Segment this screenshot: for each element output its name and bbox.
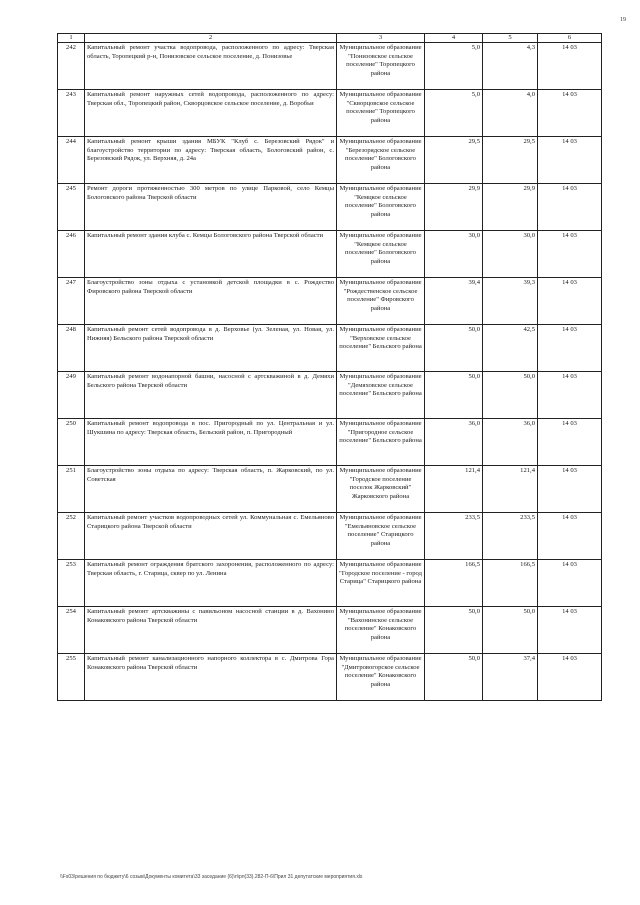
project-description: Ремонт дороги протяженностью 300 метров по улице Парковой, село Кемцы Бологовского района Тверской области bbox=[85, 184, 337, 231]
municipality: Муниципальное образование "Вахонинское сельское поселение" Конаковского района bbox=[337, 607, 425, 654]
amount-col5: 50,0 bbox=[483, 372, 538, 419]
amount-col4: 121,4 bbox=[425, 466, 483, 513]
amount-col5: 30,0 bbox=[483, 231, 538, 278]
budget-code: 14 03 bbox=[538, 372, 602, 419]
amount-col4: 29,9 bbox=[425, 184, 483, 231]
budget-code: 14 03 bbox=[538, 90, 602, 137]
municipality: Муниципальное образование "Скворцовское сельское поселение" Торопецкого района bbox=[337, 90, 425, 137]
budget-code: 14 03 bbox=[538, 184, 602, 231]
project-description: Капитальный ремонт канализационного напорного коллектора в с. Дмитрова Гора Конаковского района Тверской области bbox=[85, 654, 337, 701]
page-number: 19 bbox=[620, 17, 626, 23]
amount-col4: 233,5 bbox=[425, 513, 483, 560]
row-number: 255 bbox=[58, 654, 85, 701]
file-path-footer: \\Fs03\решения по бюджету\6 созыв\Документы комитета\33 заседание (6)\п\рп(33).282-П-6\Прил 31 депутатские мероприятия.xls bbox=[60, 874, 363, 880]
project-description: Капитальный ремонт водопровода в пос. Пригородный по ул. Центральная и ул. Шукшина по адресу: Тверская область, Бельский район, п. Пригородный bbox=[85, 419, 337, 466]
amount-col4: 50,0 bbox=[425, 372, 483, 419]
municipality: Муниципальное образование "Городское поселение поселок Жарковский" Жарковского района bbox=[337, 466, 425, 513]
amount-col4: 30,0 bbox=[425, 231, 483, 278]
project-description: Капитальный ремонт водонапорной башни, насосной с артскважиной в д. Демяхи Бельского района Тверской области bbox=[85, 372, 337, 419]
amount-col4: 166,5 bbox=[425, 560, 483, 607]
amount-col5: 233,5 bbox=[483, 513, 538, 560]
row-number: 243 bbox=[58, 90, 85, 137]
amount-col5: 36,0 bbox=[483, 419, 538, 466]
project-description: Капитальный ремонт здания клуба с. Кемцы Бологовского района Тверской области bbox=[85, 231, 337, 278]
municipality: Муниципальное образование "Понизовское сельское поселение" Торопецкого района bbox=[337, 43, 425, 90]
table-row bbox=[58, 419, 602, 466]
project-description: Благоустройство зоны отдыха по адресу: Тверская область, п. Жарковский, по ул. Советская bbox=[85, 466, 337, 513]
row-number: 242 bbox=[58, 43, 85, 90]
budget-code: 14 03 bbox=[538, 231, 602, 278]
amount-col4: 50,0 bbox=[425, 607, 483, 654]
column-header: 3 bbox=[337, 34, 425, 43]
budget-table bbox=[57, 33, 602, 701]
row-number: 246 bbox=[58, 231, 85, 278]
amount-col5: 50,0 bbox=[483, 607, 538, 654]
table-row bbox=[58, 90, 602, 137]
table-row bbox=[58, 43, 602, 90]
project-description: Капитальный ремонт участка водопровода, расположенного по адресу: Тверская область, Торопецкий р-н, Понизовское сельское поселение, д. Понизовье bbox=[85, 43, 337, 90]
row-number: 251 bbox=[58, 466, 85, 513]
amount-col5: 121,4 bbox=[483, 466, 538, 513]
amount-col5: 166,5 bbox=[483, 560, 538, 607]
budget-code: 14 03 bbox=[538, 137, 602, 184]
amount-col5: 4,0 bbox=[483, 90, 538, 137]
row-number: 252 bbox=[58, 513, 85, 560]
budget-code: 14 03 bbox=[538, 654, 602, 701]
table-row bbox=[58, 607, 602, 654]
amount-col4: 39,4 bbox=[425, 278, 483, 325]
table-row bbox=[58, 278, 602, 325]
amount-col4: 29,5 bbox=[425, 137, 483, 184]
row-number: 249 bbox=[58, 372, 85, 419]
budget-code: 14 03 bbox=[538, 466, 602, 513]
table-row bbox=[58, 184, 602, 231]
row-number: 244 bbox=[58, 137, 85, 184]
budget-code: 14 03 bbox=[538, 419, 602, 466]
table-row bbox=[58, 137, 602, 184]
row-number: 253 bbox=[58, 560, 85, 607]
amount-col5: 4,3 bbox=[483, 43, 538, 90]
municipality: Муниципальное образование "Емельяновское сельское поселение" Старицкого района bbox=[337, 513, 425, 560]
table-row bbox=[58, 513, 602, 560]
column-header: 6 bbox=[538, 34, 602, 43]
budget-code: 14 03 bbox=[538, 43, 602, 90]
amount-col4: 36,0 bbox=[425, 419, 483, 466]
row-number: 254 bbox=[58, 607, 85, 654]
column-header: 1 bbox=[58, 34, 85, 43]
budget-code: 14 03 bbox=[538, 278, 602, 325]
amount-col5: 39,3 bbox=[483, 278, 538, 325]
municipality: Муниципальное образование "Рождественское сельское поселение" Фировского района bbox=[337, 278, 425, 325]
amount-col5: 29,5 bbox=[483, 137, 538, 184]
budget-code: 14 03 bbox=[538, 560, 602, 607]
amount-col4: 5,0 bbox=[425, 90, 483, 137]
amount-col4: 50,0 bbox=[425, 654, 483, 701]
project-description: Капитальный ремонт участков водопроводных сетей ул. Коммунальная с. Емельяново Старицкого района Тверской области bbox=[85, 513, 337, 560]
row-number: 247 bbox=[58, 278, 85, 325]
table-row bbox=[58, 654, 602, 701]
budget-code: 14 03 bbox=[538, 513, 602, 560]
budget-code: 14 03 bbox=[538, 607, 602, 654]
row-number: 248 bbox=[58, 325, 85, 372]
column-header: 5 bbox=[483, 34, 538, 43]
table-row bbox=[58, 325, 602, 372]
amount-col4: 50,0 bbox=[425, 325, 483, 372]
row-number: 245 bbox=[58, 184, 85, 231]
project-description: Капитальный ремонт сетей водопровода в д. Верховье (ул. Зеленая, ул. Новая, ул. Нижняя) Бельского района Тверской области bbox=[85, 325, 337, 372]
project-description: Капитальный ремонт крыши здания МБУК "Клуб с. Березовский Рядок" и благоустройство территории по адресу: Тверская область, Бологовский район, с. Березовский Рядок, ул. Верхняя, д. 24а bbox=[85, 137, 337, 184]
municipality: Муниципальное образование "Пригородное сельское поселение" Бельского района bbox=[337, 419, 425, 466]
table-header-row bbox=[58, 34, 602, 43]
budget-code: 14 03 bbox=[538, 325, 602, 372]
table-row bbox=[58, 560, 602, 607]
column-header: 2 bbox=[85, 34, 337, 43]
municipality: Муниципальное образование "Дмитровогорское сельское поселение" Конаковского района bbox=[337, 654, 425, 701]
municipality: Муниципальное образование "Демяховское сельское поселение" Бельского района bbox=[337, 372, 425, 419]
municipality: Муниципальное образование "Верховское сельское поселение" Бельского района bbox=[337, 325, 425, 372]
municipality: Муниципальное образование "Городское поселение - город Старица" Старицкого района bbox=[337, 560, 425, 607]
amount-col5: 42,5 bbox=[483, 325, 538, 372]
municipality: Муниципальное образование "Кемцкое сельское поселение" Бологовского района bbox=[337, 184, 425, 231]
row-number: 250 bbox=[58, 419, 85, 466]
table-row bbox=[58, 466, 602, 513]
amount-col5: 37,4 bbox=[483, 654, 538, 701]
amount-col4: 5,0 bbox=[425, 43, 483, 90]
municipality: Муниципальное образование "Кемцкое сельское поселение" Бологовского района bbox=[337, 231, 425, 278]
amount-col5: 29,9 bbox=[483, 184, 538, 231]
project-description: Капитальный ремонт ограждения братского захоронения, расположенного по адресу: Тверская область, г. Старица, сквер по ул. Ленина bbox=[85, 560, 337, 607]
table-row bbox=[58, 372, 602, 419]
column-header: 4 bbox=[425, 34, 483, 43]
table-row bbox=[58, 231, 602, 278]
project-description: Капитальный ремонт артскважины с павильоном насосной станции в д. Вахонино Конаковского района Тверской области bbox=[85, 607, 337, 654]
project-description: Капитальный ремонт наружных сетей водопровода, расположенного по адресу: Тверская обл., Торопецкий район, Скворцовское сельское поселение, д. Воробьи bbox=[85, 90, 337, 137]
municipality: Муниципальное образование "Березорядское сельское поселение" Бологовского района bbox=[337, 137, 425, 184]
project-description: Благоустройство зоны отдыха с установкой детской площадки в с. Рождество Фировского района Тверской области bbox=[85, 278, 337, 325]
